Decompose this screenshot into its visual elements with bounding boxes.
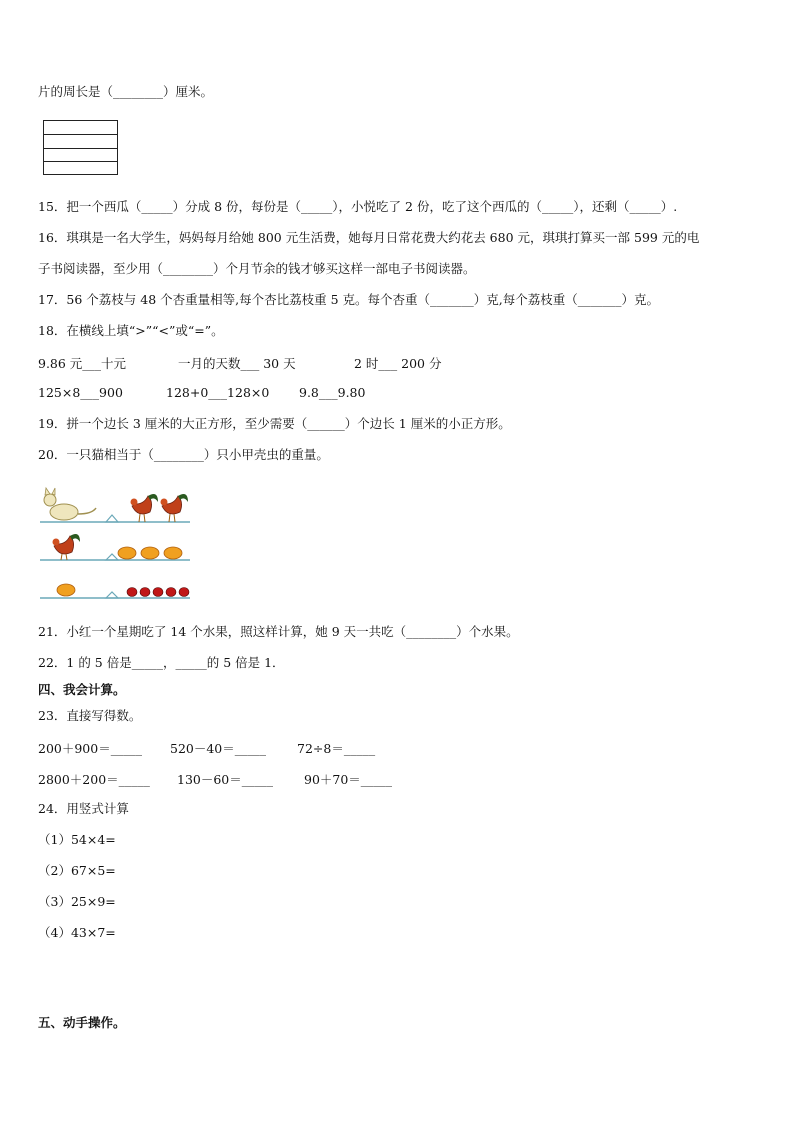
question-16-line1: 16．琪琪是一名大学生，妈妈每月给她 800 元生活费，她每月日常花费大约花去 680 元，琪琪打算买一部 599 元的电 — [38, 230, 700, 245]
rooster-icon — [131, 494, 159, 522]
question-20: 20．一只猫相当于（________）只小甲壳虫的重量。 — [38, 447, 329, 462]
q23-item: 72÷8＝_____ — [297, 741, 376, 756]
rooster-icon — [161, 494, 189, 522]
fulcrum-icon — [106, 515, 118, 522]
q23-item: 520－40＝_____ — [170, 741, 267, 756]
rectangle-strip — [44, 135, 117, 149]
question-21: 21．小红一个星期吃了 14 个水果，照这样计算，她 9 天一共吃（________）个水果。 — [38, 624, 519, 639]
balance-row-1 — [40, 488, 190, 522]
section-5-heading: 五、动手操作。 — [38, 1015, 126, 1030]
question-22: 22．1 的 5 倍是_____，_____的 5 倍是 1． — [38, 655, 285, 670]
rectangle-strip — [44, 121, 117, 135]
q14-tail-text: 片的周长是（________）厘米。 — [38, 84, 214, 99]
q24-item-1: （1）54×4= — [38, 832, 116, 847]
fulcrum-icon — [106, 592, 118, 598]
q18-item: 128+0___128×0 — [166, 385, 270, 400]
q24-item-4: （4）43×7= — [38, 925, 116, 940]
rectangle-strip — [44, 149, 117, 163]
question-18: 18．在横线上填“>”“<”或“=”。 — [38, 323, 224, 338]
beetle-icon — [153, 588, 163, 597]
q18-item: 125×8___900 — [38, 385, 123, 400]
beetle-icon — [179, 588, 189, 597]
question-24: 24．用竖式计算 — [38, 801, 129, 816]
question-23: 23．直接写得数。 — [38, 708, 142, 723]
q18-item: 9.8___9.80 — [299, 385, 366, 400]
stacked-rectangles-figure — [43, 120, 118, 175]
section-4-heading: 四、我会计算。 — [38, 682, 126, 697]
q18-item: 9.86 元___十元 — [38, 356, 127, 371]
cat-icon — [44, 488, 96, 520]
question-15: 15．把一个西瓜（_____）分成 8 份，每份是（_____），小悦吃了 2 份，吃了这个西瓜的（_____），还剩（_____）. — [38, 199, 678, 214]
beetle-icon — [166, 588, 176, 597]
beetle-icon — [127, 588, 137, 597]
balance-figure — [40, 484, 200, 606]
q24-item-2: （2）67×5= — [38, 863, 116, 878]
shell-icon — [118, 547, 136, 559]
shell-icon — [141, 547, 159, 559]
q23-item: 130－60＝_____ — [177, 772, 274, 787]
question-16-line2: 子书阅读器，至少用（________）个月节余的钱才够买这样一部电子书阅读器。 — [38, 261, 476, 276]
balance-row-3 — [40, 584, 190, 598]
shell-icon — [57, 584, 75, 596]
q23-item: 200＋900＝_____ — [38, 741, 142, 756]
q24-item-3: （3）25×9= — [38, 894, 116, 909]
q23-item: 90＋70＝_____ — [304, 772, 393, 787]
rectangle-strip — [44, 162, 117, 176]
q18-item: 一月的天数___ 30 天 — [178, 356, 296, 371]
rooster-icon — [53, 534, 81, 560]
balance-row-2 — [40, 534, 190, 560]
fulcrum-icon — [106, 554, 118, 560]
q23-item: 2800＋200＝_____ — [38, 772, 150, 787]
question-17: 17．56 个荔枝与 48 个杏重量相等,每个杏比荔枝重 5 克。每个杏重（_______）克,每个荔枝重（_______）克。 — [38, 292, 659, 307]
beetle-icon — [140, 588, 150, 597]
question-19: 19．拼一个边长 3 厘米的大正方形，至少需要（______）个边长 1 厘米的小正方形。 — [38, 416, 511, 431]
q18-item: 2 时___ 200 分 — [354, 356, 442, 371]
shell-icon — [164, 547, 182, 559]
